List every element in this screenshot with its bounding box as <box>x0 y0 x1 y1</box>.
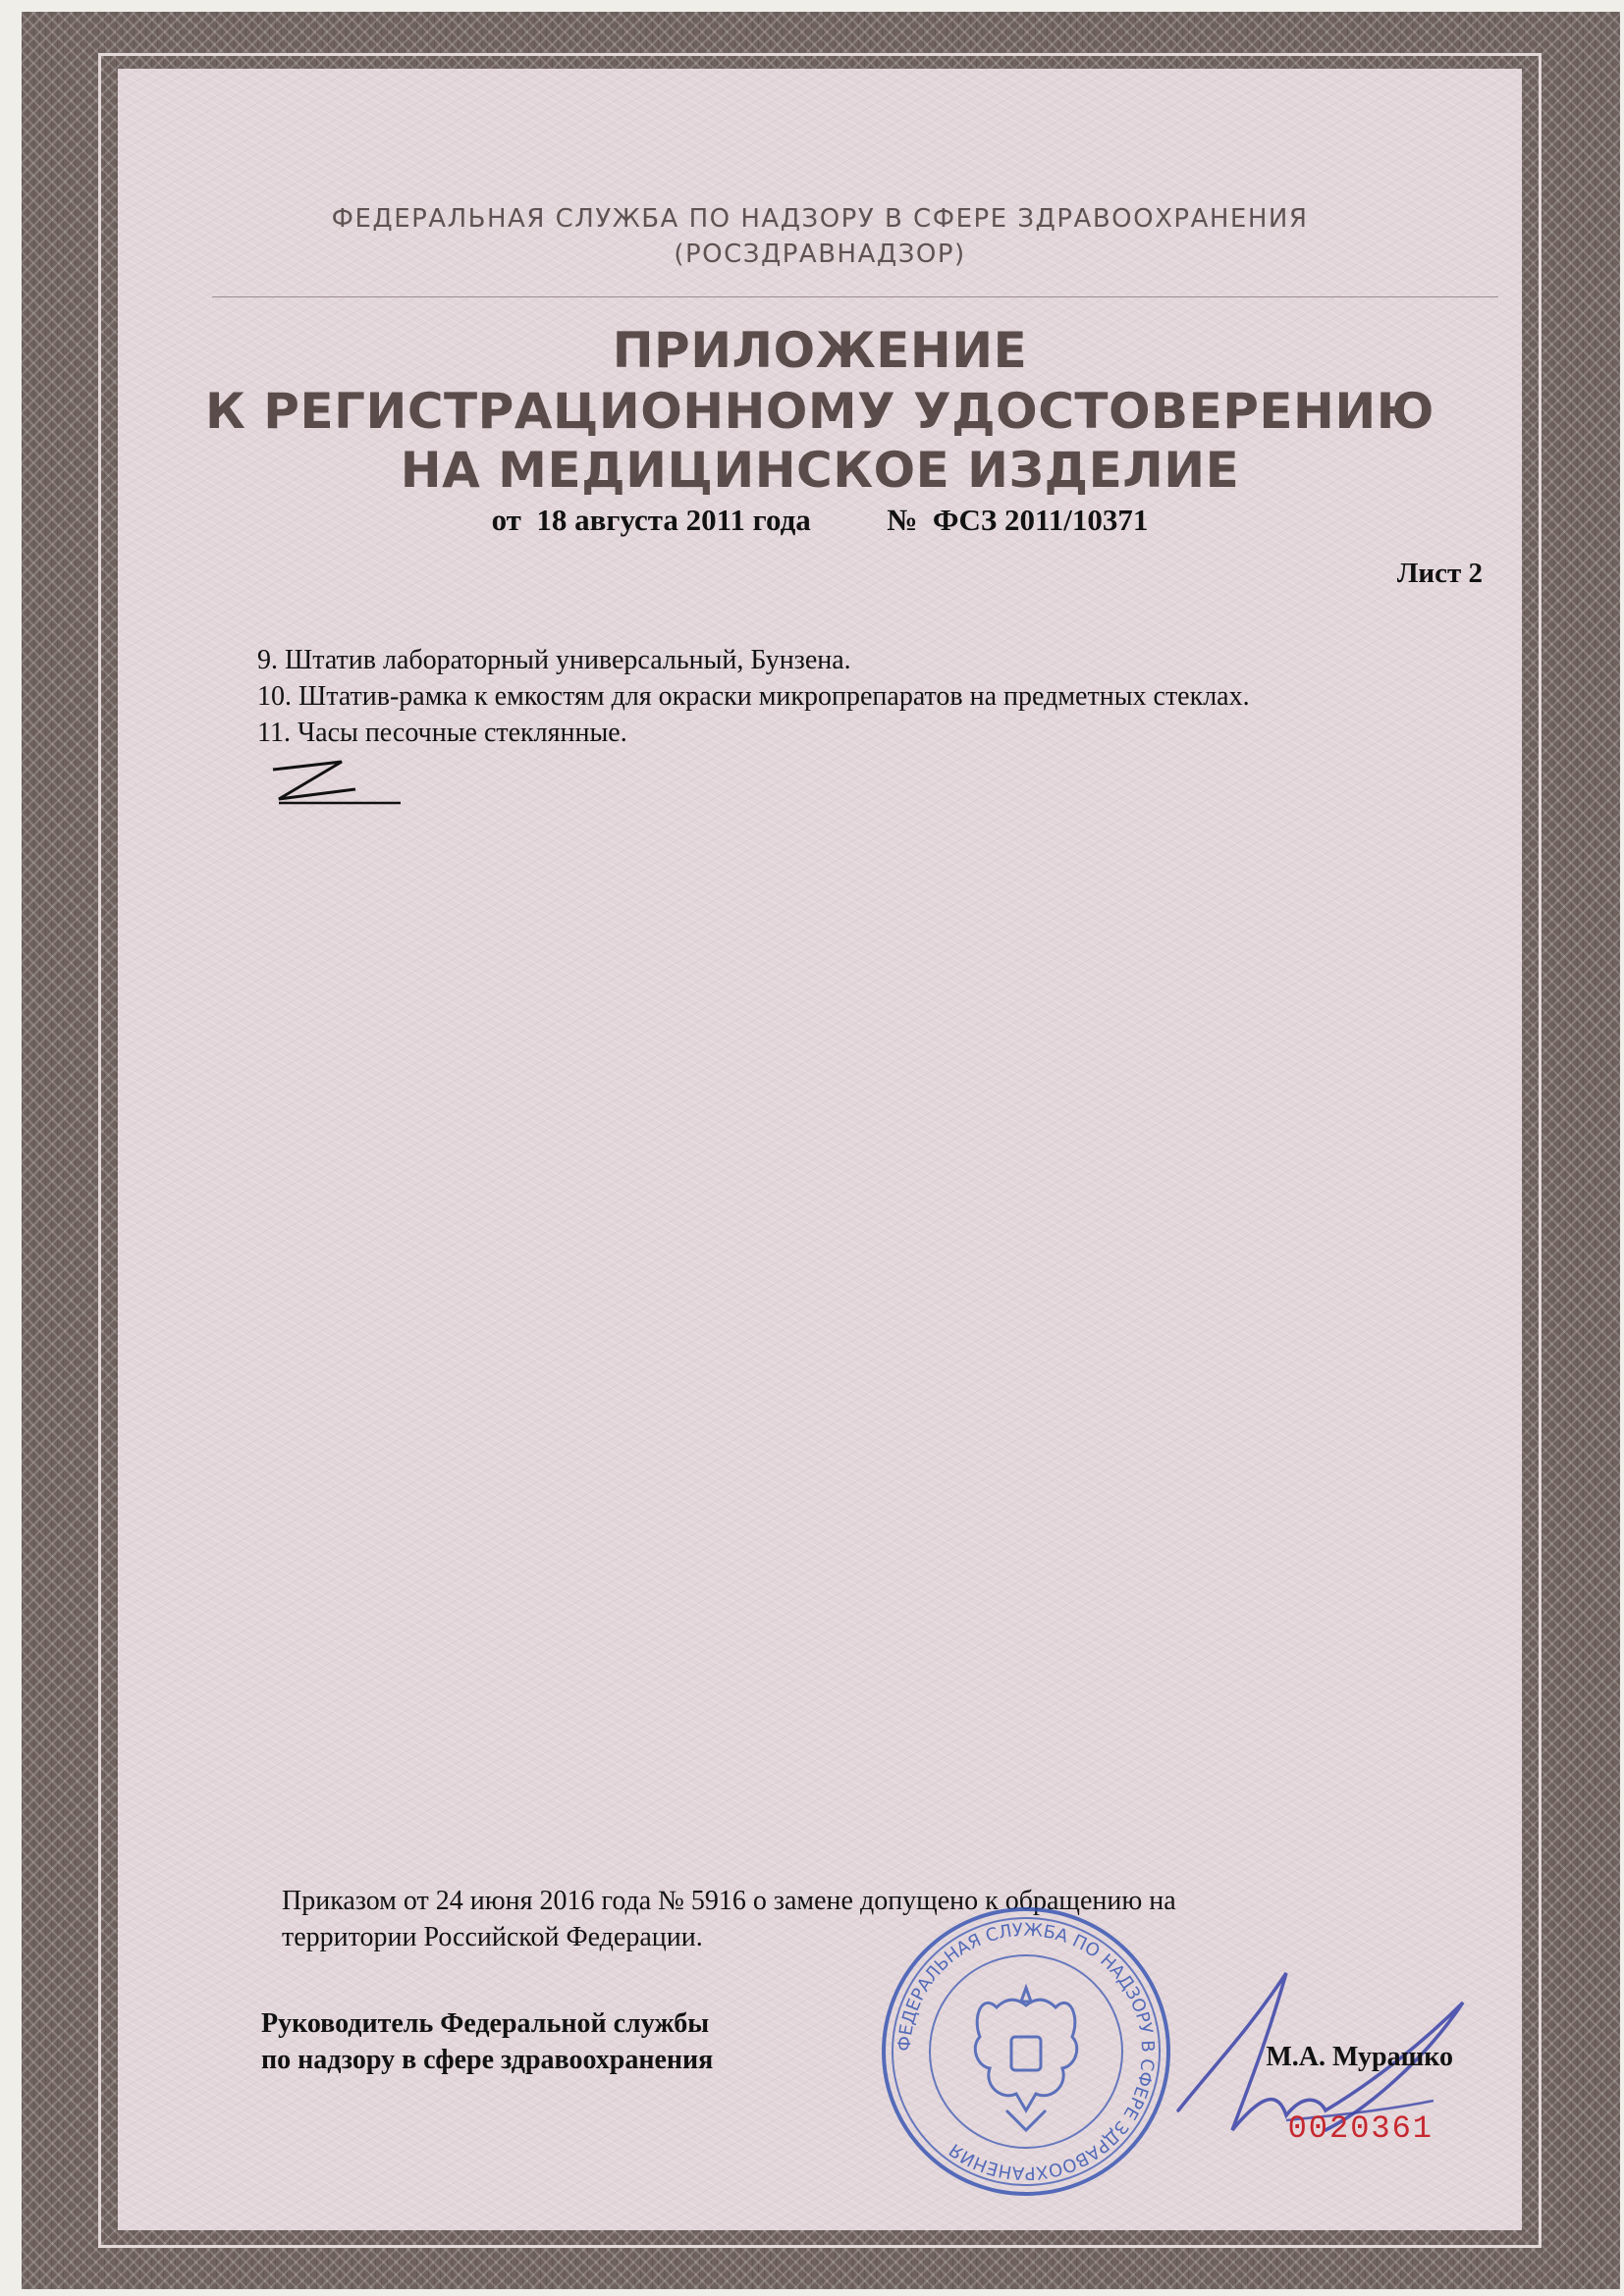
header-divider <box>212 296 1498 297</box>
agency-name: ФЕДЕРАЛЬНАЯ СЛУЖБА ПО НАДЗОРУ В СФЕРЕ ЗДРАВООХРАНЕНИЯ <box>331 204 1309 234</box>
list-item: 10. Штатив-рамка к емкостям для окраски микропрепаратов на предметных стеклах. <box>257 681 1250 712</box>
sheet-number: Лист 2 <box>1396 558 1483 589</box>
signatory-position-line: Руководитель Федеральной службы <box>261 2008 710 2039</box>
list-item: 9. Штатив лабораторный универсальный, Бунзена. <box>257 645 851 675</box>
signatory-position-line: по надзору в сфере здравоохранения <box>261 2045 714 2075</box>
certificate-frame <box>22 12 1620 2289</box>
signatory-position <box>261 2005 713 2078</box>
decree-line: Приказом от 24 июня 2016 года № 5916 о замене допущено к обращению на <box>282 1886 1176 1916</box>
decree-line: территории Российской Федерации. <box>282 1922 703 1952</box>
seal-text: ФЕДЕРАЛЬНАЯ СЛУЖБА ПО НАДЗОРУ В СФЕРЕ ЗДРАВООХРАНЕНИЯ <box>893 1919 1159 2184</box>
official-seal-icon <box>874 1899 1178 2204</box>
end-of-list-z-mark-icon <box>265 756 403 815</box>
item-list <box>257 642 1250 751</box>
document-title: ПРИЛОЖЕНИЕ <box>612 322 1028 379</box>
signatory-name: М.А. Мурашко <box>1266 2042 1453 2072</box>
document-subtitle-2: НА МЕДИЦИНСКОЕ ИЗДЕЛИЕ <box>400 442 1240 499</box>
certificate-paper <box>118 69 1522 2230</box>
registration-date-number: от 18 августа 2011 года № ФСЗ 2011/10371 <box>491 503 1149 537</box>
serial-number: 0020361 <box>1287 2110 1434 2147</box>
list-item: 11. Часы песочные стеклянные. <box>257 718 627 748</box>
svg-text:ФЕДЕРАЛЬНАЯ СЛУЖБА ПО НАДЗОРУ <box>894 1920 1158 2183</box>
document-subtitle: К РЕГИСТРАЦИОННОМУ УДОСТОВЕРЕНИЮ <box>205 383 1435 440</box>
agency-abbreviation: (РОСЗДРАВНАДЗОР) <box>674 240 966 269</box>
